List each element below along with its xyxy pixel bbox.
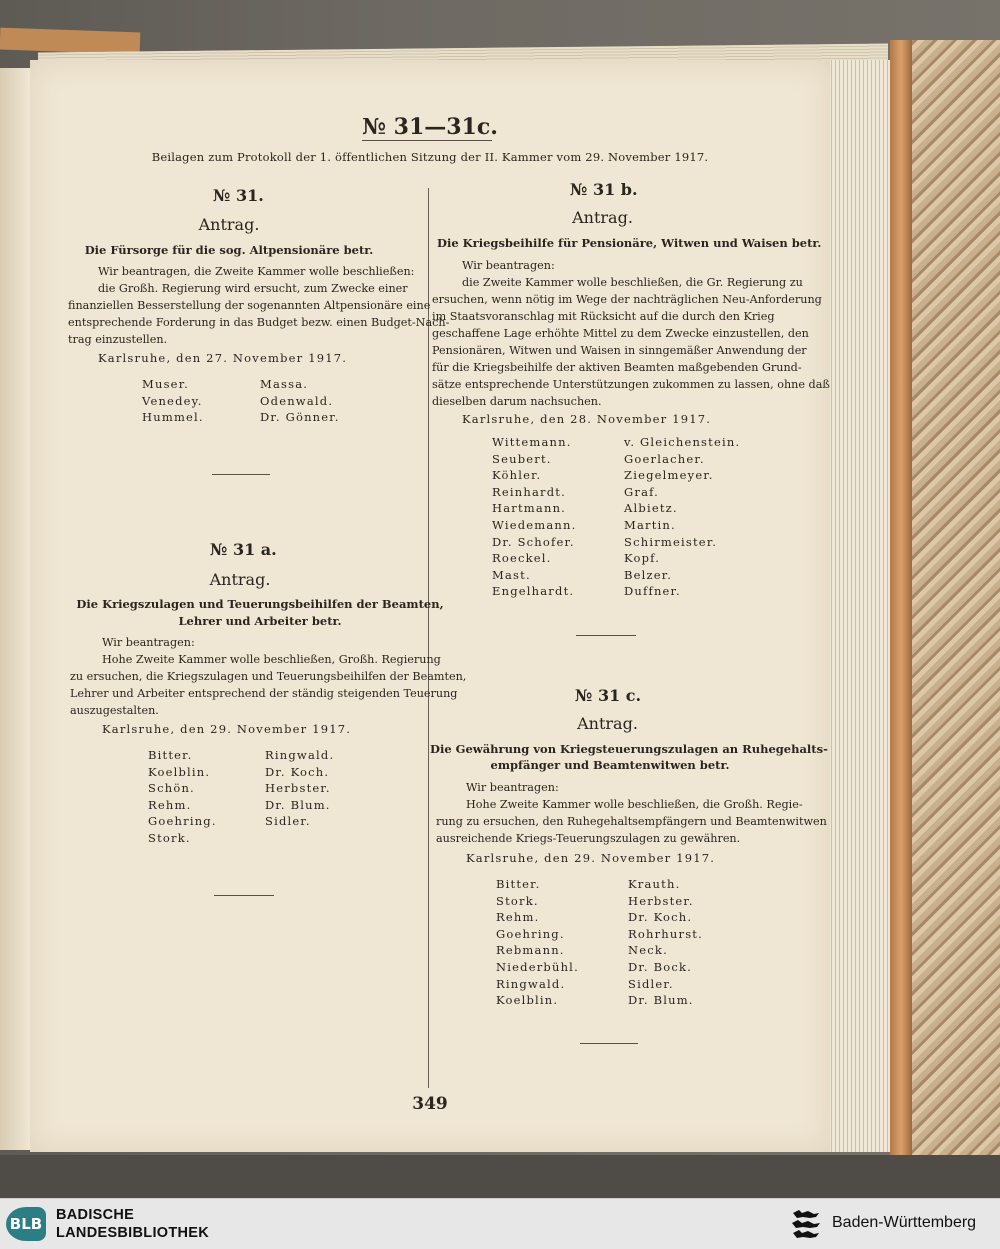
section-number: № 31 a. (210, 540, 277, 559)
text-line: ersuchen, wenn nötig im Wege der nachträglichen Neu-Anforderung (432, 293, 822, 306)
signatory: Rehm. (148, 797, 192, 812)
place-date: Karlsruhe, den 28. November 1917. (462, 412, 712, 426)
signatory-list-right (260, 376, 340, 426)
signatory: Dr. Koch. (265, 764, 330, 779)
text-line: Lehrer und Arbeiter entsprechend der ständig steigenden Teuerung (70, 687, 458, 700)
signatory-list-right (628, 876, 703, 1009)
signatory-list-right (624, 434, 740, 600)
scan-background (0, 1155, 1000, 1198)
signatory: Belzer. (624, 567, 673, 582)
signatory: Ringwald. (496, 976, 566, 991)
signatory: Stork. (148, 830, 191, 845)
page-fore-edges (828, 60, 890, 1152)
section-number: № 31 c. (575, 686, 642, 705)
section-subject: empfänger und Beamtenwitwen betr. (490, 758, 730, 772)
section-separator (576, 635, 636, 636)
text-line: zu ersuchen, die Kriegszulagen und Teuerungsbeihilfen der Beamten, (70, 670, 467, 683)
section-heading: Antrag. (198, 215, 260, 234)
library-name-line1: BADISCHE (56, 1207, 135, 1223)
signatory: Hartmann. (492, 501, 567, 516)
signatory: Goehring. (148, 814, 217, 828)
signatory: Ringwald. (265, 748, 335, 762)
signatory: Sidler. (628, 976, 674, 991)
signatory: Dr. Bock. (628, 959, 693, 974)
bookmark-ribbon (0, 28, 140, 55)
signatory: Stork. (496, 893, 539, 908)
text-line: Wir beantragen, die Zweite Kammer wolle beschließen: (98, 265, 415, 278)
signatory-list-left (492, 434, 577, 600)
place-date: Karlsruhe, den 29. November 1917. (466, 851, 716, 865)
blb-logo[interactable]: BLB (6, 1207, 46, 1241)
section-heading: Antrag. (577, 714, 638, 733)
text-line: dieselben darum nachsuchen. (432, 395, 602, 408)
signatory: Dr. Koch. (628, 910, 693, 925)
text-line: Hohe Zweite Kammer wolle beschließen, die Großh. Regie- (466, 798, 803, 811)
section-subject: Die Kriegsbeihilfe für Pensionäre, Witwen und Waisen betr. (437, 236, 822, 250)
signatory: Martin. (624, 517, 676, 532)
place-date: Karlsruhe, den 29. November 1917. (102, 722, 352, 736)
signatory: Graf. (624, 484, 660, 499)
signatory: Muser. (142, 377, 189, 391)
signatory: Dr. Gönner. (260, 410, 340, 424)
text-line: Wir beantragen: (102, 636, 195, 649)
coat-of-arms-icon[interactable] (790, 1207, 822, 1241)
left-page-edge (0, 68, 32, 1150)
section-separator (212, 474, 270, 475)
signatory-list-left (148, 747, 217, 846)
text-line: auszugestalten. (70, 704, 159, 717)
section-subject: Lehrer und Arbeiter betr. (178, 614, 342, 628)
signatory: Kopf. (624, 551, 661, 566)
section-heading: Antrag. (209, 570, 271, 589)
signatory: v. Gleichenstein. (624, 435, 741, 449)
text-line: rung zu ersuchen, den Ruhegehaltsempfängern und Beamtenwitwen (436, 815, 827, 828)
signatory: Bitter. (496, 877, 541, 891)
section-separator (214, 895, 274, 896)
text-line: Wir beantragen: (466, 781, 559, 794)
signatory: Koelblin. (496, 993, 559, 1008)
text-line: geschaffene Lage erhöhte Mittel zu dem Zwecke einzustellen, den (432, 327, 809, 340)
signatory-list-left (496, 876, 579, 1009)
signatory: Engelhardt. (492, 584, 575, 599)
signatory: Schirmeister. (624, 534, 718, 549)
section-number: № 31. (213, 186, 264, 205)
text-line: sätze entsprechende Unterstützungen zukommen zu lassen, ohne daß (432, 378, 830, 391)
signatory: Bitter. (148, 748, 193, 762)
text-line: die Großh. Regierung wird ersucht, zum Zwecke einer (98, 282, 408, 295)
signatory: Rebmann. (496, 943, 565, 958)
signatory: Hummel. (142, 410, 204, 424)
signatory: Rohrhurst. (628, 926, 703, 941)
text-line: trag einzustellen. (68, 333, 168, 346)
signatory: Goerlacher. (624, 451, 705, 466)
signatory: Venedey. (142, 393, 203, 408)
text-line: die Zweite Kammer wolle beschließen, die Gr. Regierung zu (462, 276, 803, 289)
footer-bar (0, 1198, 1000, 1249)
document-page (30, 60, 830, 1152)
signatory-list-left (142, 376, 204, 426)
signatory: Odenwald. (260, 393, 334, 408)
section-separator (580, 1043, 638, 1044)
place-date: Karlsruhe, den 27. November 1917. (98, 351, 348, 365)
text-line: ausreichende Kriegs-Teuerungszulagen zu gewähren. (436, 832, 741, 845)
text-line: Wir beantragen: (462, 259, 555, 272)
text-line: Hohe Zweite Kammer wolle beschließen, Großh. Regierung (102, 653, 441, 666)
signatory: Wiedemann. (492, 517, 577, 532)
signatory: Roeckel. (492, 551, 552, 566)
book-binding (890, 40, 912, 1170)
signatory: Koelblin. (148, 764, 211, 779)
signatory: Herbster. (628, 893, 694, 908)
marbled-cover (905, 40, 1000, 1180)
signatory: Reinhardt. (492, 484, 566, 499)
signatory: Köhler. (492, 468, 542, 483)
signatory: Sidler. (265, 814, 311, 828)
text-line: entsprechende Forderung in das Budget bezw. einen Budget-Nach- (68, 316, 450, 329)
text-line: finanziellen Besserstellung der sogenannten Altpensionäre eine (68, 299, 431, 312)
signatory: Dr. Schofer. (492, 534, 575, 549)
page-subtitle: Beilagen zum Protokoll der 1. öffentlichen Sitzung der II. Kammer vom 29. November 1917. (151, 150, 709, 164)
text-line: für die Kriegsbeihilfe der aktiven Beamten maßgebenden Grund- (432, 361, 802, 374)
signatory: Herbster. (265, 781, 331, 795)
state-name[interactable]: Baden-Württemberg (832, 1214, 977, 1231)
signatory: Goehring. (496, 926, 565, 941)
page-title: № 31—31c. (362, 114, 498, 140)
section-heading: Antrag. (572, 208, 633, 227)
text-line: Pensionären, Witwen und Waisen in sinngemäßer Anwendung der (432, 344, 807, 357)
section-subject: Die Gewährung von Kriegsteuerungszulagen an Ruhegehalts- (430, 742, 828, 756)
signatory: Mast. (492, 567, 531, 582)
section-subject: Die Kriegszulagen und Teuerungsbeihilfen der Beamten, (76, 597, 444, 611)
library-name-line2: LANDESBIBLIOTHEK (56, 1225, 210, 1241)
signatory: Ziegelmeyer. (624, 468, 714, 483)
section-subject: Die Fürsorge für die sog. Altpensionäre betr. (84, 243, 374, 257)
signatory: Neck. (628, 943, 668, 958)
library-name[interactable] (56, 1206, 209, 1242)
signatory: Massa. (260, 377, 309, 391)
signatory: Dr. Blum. (628, 993, 694, 1008)
text-line: im Staatsvoranschlag mit Rücksicht auf die durch den Krieg (432, 310, 775, 323)
signatory: Albietz. (624, 501, 678, 516)
signatory: Dr. Blum. (265, 797, 331, 812)
title-underline (362, 140, 492, 141)
signatory: Niederbühl. (496, 959, 579, 974)
signatory: Seubert. (492, 451, 552, 466)
signatory-list-right (265, 747, 334, 830)
signatory: Rehm. (496, 910, 540, 925)
signatory: Duffner. (624, 584, 681, 599)
signatory: Krauth. (628, 877, 681, 891)
page-number: 349 (412, 1094, 448, 1114)
section-number: № 31 b. (570, 180, 638, 199)
signatory: Schön. (148, 781, 195, 795)
signatory: Wittemann. (492, 435, 572, 449)
